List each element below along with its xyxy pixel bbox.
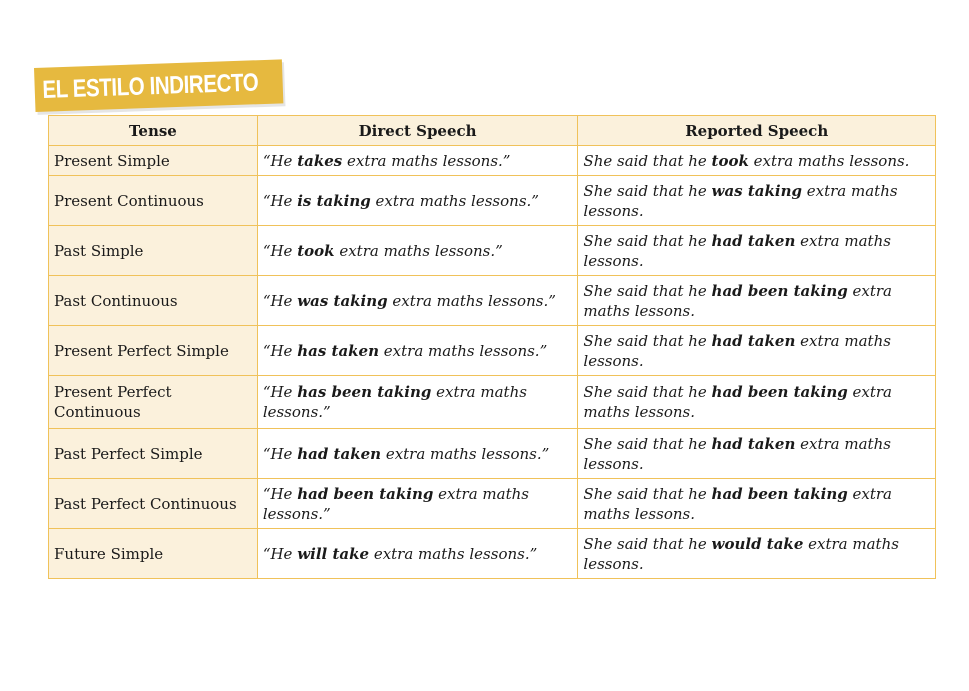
reported-speech-table [48, 115, 936, 579]
reported-speech-cell: She said that he had been taking extra maths lessons. [578, 479, 936, 529]
table-row [49, 146, 936, 176]
direct-speech-cell: “He had been taking extra maths lessons.” [257, 479, 578, 529]
reported-speech-cell: She said that he was taking extra maths lessons. [578, 176, 936, 226]
table-row [49, 326, 936, 376]
tense-cell: Past Continuous [49, 276, 258, 326]
reported-speech-cell: She said that he would take extra maths lessons. [578, 529, 936, 579]
reported-speech-cell: She said that he had taken extra maths lessons. [578, 429, 936, 479]
table-row [49, 479, 936, 529]
direct-speech-cell: “He will take extra maths lessons.” [257, 529, 578, 579]
tense-cell: Past Perfect Continuous [49, 479, 258, 529]
direct-speech-cell: “He has been taking extra maths lessons.” [257, 376, 578, 429]
reported-speech-cell: She said that he took extra maths lessons. [578, 146, 936, 176]
tense-cell: Future Simple [49, 529, 258, 579]
table-row [49, 429, 936, 479]
table-row [49, 529, 936, 579]
tense-cell: Past Perfect Simple [49, 429, 258, 479]
table-header-row [49, 116, 936, 146]
reported-speech-cell: She said that he had taken extra maths lessons. [578, 326, 936, 376]
table-row [49, 376, 936, 429]
header-tense: Tense [49, 116, 258, 146]
direct-speech-cell: “He takes extra maths lessons.” [257, 146, 578, 176]
direct-speech-cell: “He is taking extra maths lessons.” [257, 176, 578, 226]
tense-cell: Present Perfect Simple [49, 326, 258, 376]
table-row [49, 276, 936, 326]
direct-speech-cell: “He took extra maths lessons.” [257, 226, 578, 276]
direct-speech-cell: “He was taking extra maths lessons.” [257, 276, 578, 326]
reported-speech-cell: She said that he had been taking extra maths lessons. [578, 276, 936, 326]
page-title: EL ESTILO INDIRECTO [42, 68, 259, 104]
tense-cell: Present Simple [49, 146, 258, 176]
direct-speech-cell: “He has taken extra maths lessons.” [257, 326, 578, 376]
direct-speech-cell: “He had taken extra maths lessons.” [257, 429, 578, 479]
reported-speech-cell: She said that he had been taking extra maths lessons. [578, 376, 936, 429]
table-row [49, 176, 936, 226]
tense-cell: Present Perfect Continuous [49, 376, 258, 429]
header-direct-speech: Direct Speech [257, 116, 578, 146]
tense-cell: Past Simple [49, 226, 258, 276]
reported-speech-cell: She said that he had taken extra maths lessons. [578, 226, 936, 276]
header-reported-speech: Reported Speech [578, 116, 936, 146]
tense-cell: Present Continuous [49, 176, 258, 226]
table-row [49, 226, 936, 276]
